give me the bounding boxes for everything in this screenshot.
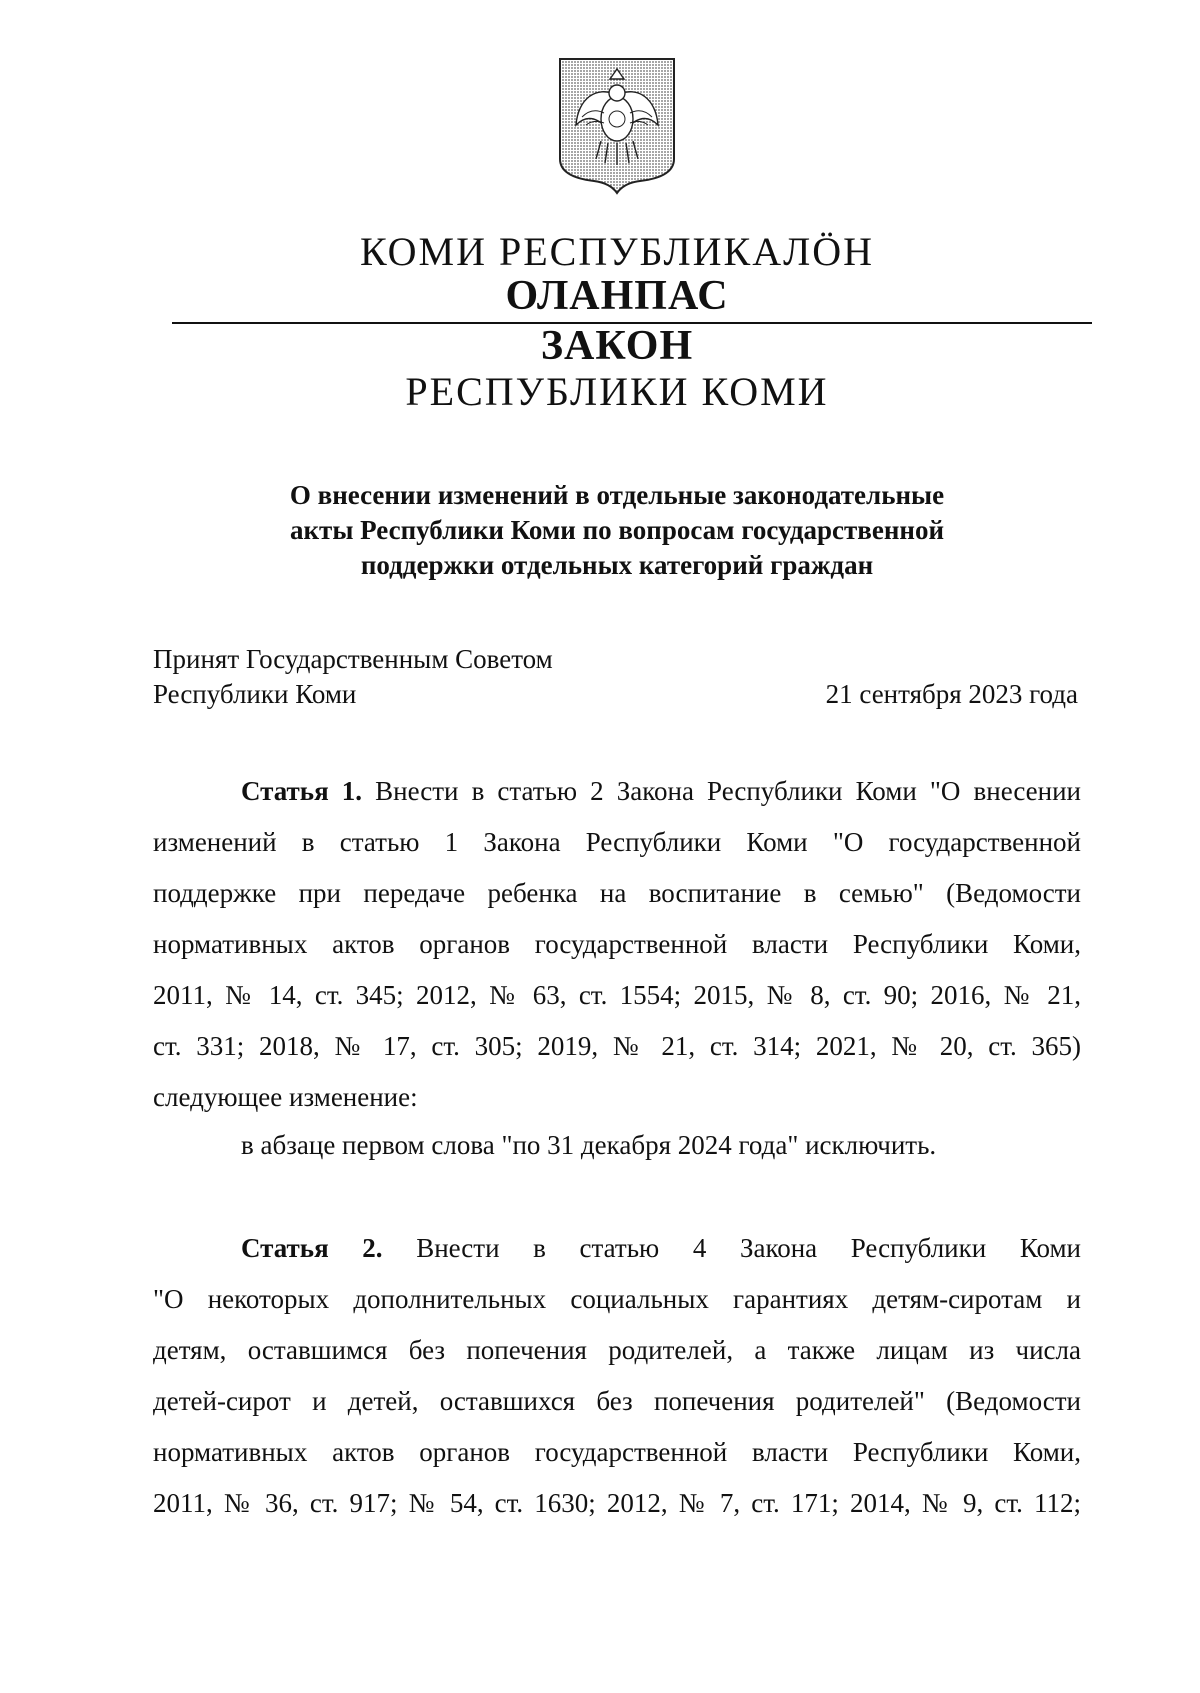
- coat-of-arms-emblem: [556, 55, 678, 195]
- article-2: [153, 1223, 1081, 1529]
- law-title-line: поддержки отдельных категорий граждан: [360, 550, 874, 580]
- article-1-line: следующее изменение:: [153, 1082, 418, 1112]
- article-1-line: 2011, № 14, ст. 345; 2012, № 63, ст. 1554; 2015, № 8, ст. 90; 2016, № 21,: [153, 980, 1081, 1010]
- article-2-line: "О некоторых дополнительных социальных гарантиях детям-сиротам и: [153, 1284, 1081, 1314]
- law-title-line: О внесении изменений в отдельные законодательные: [289, 480, 945, 510]
- law-title: [0, 478, 1200, 583]
- article-1-line: нормативных актов органов государственной власти Республики Коми,: [153, 929, 1081, 959]
- adoption-statement: [153, 642, 553, 712]
- article-2-line: [153, 1223, 1081, 1274]
- header-olanpas: ОЛАНПАС: [505, 273, 729, 319]
- law-title-line: акты Республики Коми по вопросам государственной: [290, 515, 944, 545]
- article-2-line: детям, оставшимся без попечения родителей, а также лицам из числа: [153, 1335, 1081, 1365]
- article-1-line: ст. 331; 2018, № 17, ст. 305; 2019, № 21, ст. 314; 2021, № 20, ст. 365): [153, 1031, 1081, 1061]
- article-2-label: Статья 2.: [241, 1233, 383, 1263]
- header-komi-name: КОМИ РЕСПУБЛИКАЛӦН: [359, 229, 875, 274]
- adoption-line: Республики Коми: [153, 679, 357, 709]
- article-2-line: детей-сирот и детей, оставшихся без попечения родителей" (Ведомости: [153, 1386, 1081, 1416]
- adoption-line: Принят Государственным Советом: [153, 644, 553, 674]
- article-1-label: Статья 1.: [241, 776, 363, 806]
- article-1-line: поддержке при передаче ребенка на воспитание в семью" (Ведомости: [153, 878, 1081, 908]
- header-republic: РЕСПУБЛИКИ КОМИ: [405, 369, 829, 414]
- article-1-text: Внести в статью 2 Закона Республики Коми "О внесении: [375, 776, 1081, 806]
- article-1-subparagraph: в абзаце первом слова "по 31 декабря 2024 года" исключить.: [241, 1130, 937, 1160]
- adoption-date: 21 сентября 2023 года: [825, 679, 1078, 709]
- article-2-text: Внести в статью 4 Закона Республики Коми: [416, 1233, 1082, 1263]
- header-zakon: ЗАКОН: [540, 323, 694, 369]
- article-1-line: [153, 766, 1081, 817]
- article-1-line: изменений в статью 1 Закона Республики Коми "О государственной: [153, 827, 1081, 857]
- article-2-line: нормативных актов органов государственной власти Республики Коми,: [153, 1437, 1081, 1467]
- article-1: [153, 766, 1081, 1123]
- article-2-line: 2011, № 36, ст. 917; № 54, ст. 1630; 2012, № 7, ст. 171; 2014, № 9, ст. 112;: [153, 1488, 1081, 1518]
